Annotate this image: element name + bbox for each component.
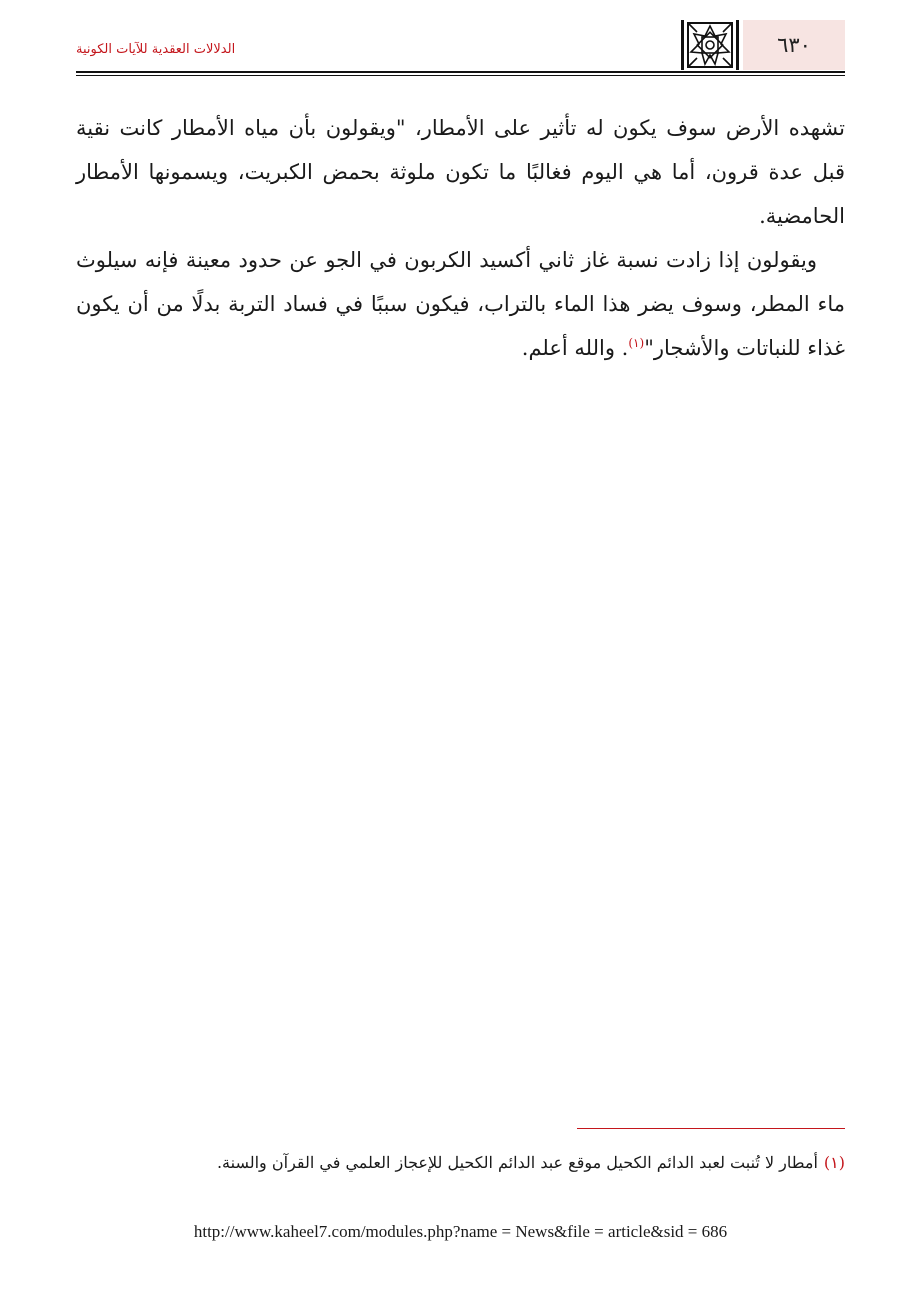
paragraph-closing: . والله أعلم. [521,336,629,360]
footnote [76,1146,845,1179]
paragraph-text: ويقولون إذا زادت نسبة غاز ثاني أكسيد الكربون في الجو عن حدود معينة فإنه سيلوث ماء المطر، وسوف يضر هذا الماء بالتراب، فيكون سببًا في فساد التربة بدلًا من أن يكون غذاء للنباتات والأشجار" [76,248,845,360]
ornament-divider-left [681,20,684,70]
ornament-divider-right [736,20,739,70]
running-title: الدلالات العقدية للآيات الكونية [76,42,236,57]
page-header [76,20,845,70]
header-rule-secondary [76,75,845,76]
page-number: ٦٣٠ [743,20,845,70]
header-rule [76,71,845,73]
geometric-star-ornament-icon [687,22,733,68]
footnote-text: أمطار لا تُنبت لعبد الدائم الكحيل موقع عبد الدائم الكحيل للإعجاز العلمي في القرآن والسنة. [216,1153,818,1172]
paragraph [76,238,845,370]
footnote-reference[interactable]: (١) [628,336,645,350]
paragraph: تشهده الأرض سوف يكون له تأثير على الأمطار، "ويقولون بأن مياه الأمطار كانت نقية قبل عدة قرون، أما هي اليوم فغالبًا ما تكون ملوثة بحمض الكبريت، ويسمونها الأمطار الحامضية. [76,116,845,228]
footnote-marker: (١) [823,1153,845,1172]
main-text [76,106,845,370]
footnote-separator [577,1128,845,1129]
footnote-url-link[interactable]: http://www.kaheel7.com/modules.php?name = News&file = article&sid = 686 [193,1222,728,1241]
